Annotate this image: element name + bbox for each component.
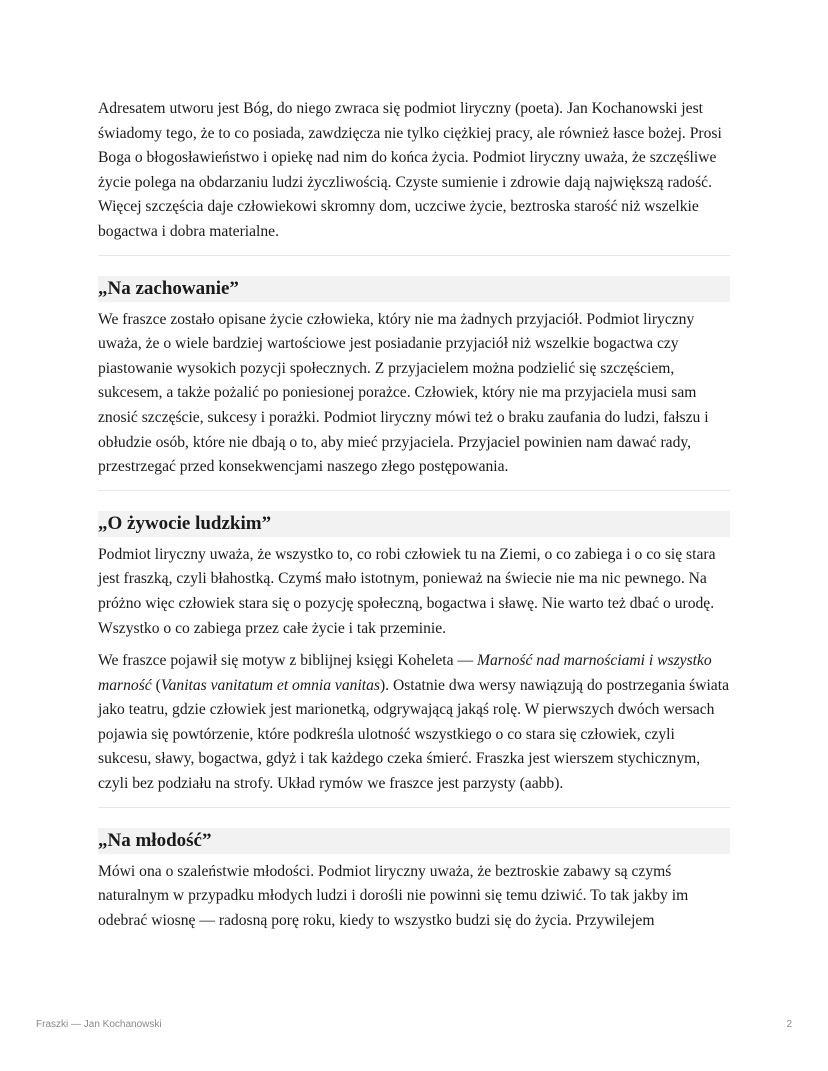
section-na-zachowanie: [98, 276, 730, 480]
quote-text: Marność nad marnościami i wszystko marność: [98, 652, 712, 694]
intro-paragraph: Adresatem utworu jest Bóg, do niego zwraca się podmiot liryczny (poeta). Jan Kochanowski jest świadomy tego, że to co posiada, zawdzięcza nie tylko ciężkiej pracy, ale również łasce bożej. Prosi Boga o błogosławieństwo i opiekę nad nim do końca życia. Podmiot liryczny uważa, że szczęśliwe życie polega na obdarzaniu ludzi życzliwością. Czyste sumienie i zdrowie dają największą radość. Więcej szczęścia daje człowiekowi skromny dom, uczciwe życie, beztroska starość niż wszelkie bogactwa i dobra materialne.: [98, 100, 722, 240]
section-divider: [98, 490, 730, 491]
section-heading: „Na zachowanie”: [98, 276, 730, 302]
section-divider: [98, 807, 730, 808]
section-heading: „O żywocie ludzkim”: [98, 511, 730, 537]
section-paragraph: We fraszce zostało opisane życie człowieka, który nie ma żadnych przyjaciół. Podmiot liryczny uważa, że o wiele bardziej wartościowe jest posiadanie przyjaciół niż wszelkie bogactwa czy piastowanie wysokich pozycji społecznych. Z przyjacielem można podzielić się szczęściem, sukcesem, a także pożalić po poniesionej porażce. Człowiek, który nie ma przyjaciela musi sam znosić szczęście, sukcesy i porażki. Podmiot liryczny mówi też o braku zaufania do ludzi, fałszu i obłudzie osób, które nie dbają o to, aby mieć przyjaciela. Przyjaciel powinien nam dawać rady, przestrzegać przed konsekwencjami naszego złego postępowania.: [98, 310, 709, 476]
footer-title: Fraszki — Jan Kochanowski: [36, 1019, 162, 1030]
section-paragraph: Podmiot liryczny uważa, że wszystko to, co robi człowiek tu na Ziemi, o co zabiega i o co się stara jest fraszką, czyli błahostką. Czymś mało istotnym, ponieważ na świecie nie ma nic pewnego. Na próżno więc człowiek stara się o pozycję społeczną, bogactwa i sławę. Nie warto też dbać o urodę. Wszystko o co zabiega przez całe życie i tak przeminie.: [98, 545, 716, 637]
document-body: [98, 97, 730, 933]
section-o-zywocie-ludzkim: [98, 511, 730, 797]
text-run: We fraszce pojawił się motyw z biblijnej księgi Koheleta —: [98, 652, 477, 670]
latin-quote: Vanitas vanitatum et omnia vanitas: [160, 676, 380, 694]
section-divider: [98, 255, 730, 256]
section-paragraph: Mówi ona o szaleństwie młodości. Podmiot liryczny uważa, że beztroskie zabawy są czymś naturalnym w przypadku młodych ludzi i dorośli nie powinni się temu dziwić. To tak jakby im odebrać wiosnę — radosną porę roku, kiedy to wszystko budzi się do życia. Przywilejem: [98, 862, 689, 929]
page-footer: [36, 1019, 792, 1030]
section-heading: „Na młodość”: [98, 828, 730, 854]
page-number: 2: [786, 1019, 792, 1030]
text-run: ). Ostatnie dwa wersy nawiązują do postrzegania świata jako teatru, gdzie człowiek jest marionetką, odgrywającą jakąś rolę. W pierwszych dwóch wersach pojawia się powtórzenie, które podkreśla ulotność wszystkiego o co stara się człowiek, czyli sukcesu, sławy, bogactwa, gdyż i tak każdego czeka śmierć. Fraszka jest wierszem stychicznym, czyli bez podziału na strofy. Układ rymów we fraszce jest parzysty (aabb).: [98, 676, 729, 793]
section-paragraph-2: [98, 649, 730, 797]
text-run: (: [151, 676, 161, 694]
section-na-mlodosc: [98, 828, 730, 934]
